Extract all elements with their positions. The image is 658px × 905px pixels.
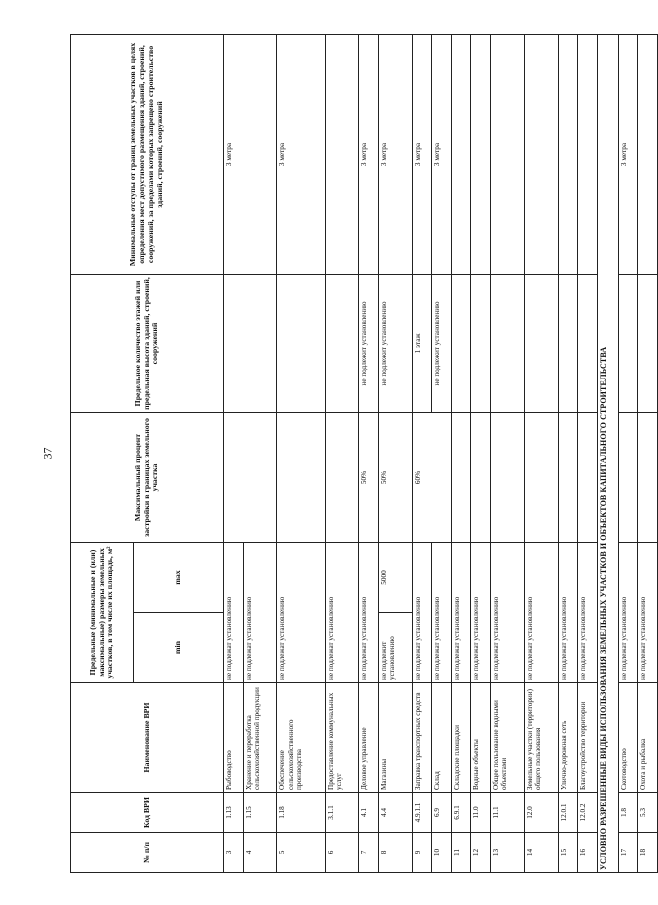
row-size-min: не подлежат установлению: [578, 542, 598, 682]
header-num: № п/п: [71, 833, 224, 873]
row-size-min: не подлежат установлению: [451, 542, 471, 682]
table-row: [451, 34, 471, 872]
header-percent: Максимальный процент застройки в границах земельного участка: [71, 412, 224, 542]
row-num: 18: [638, 833, 658, 873]
row-name: Предоставление коммунальных услуг: [325, 683, 359, 793]
cell-setback: 3 метра: [412, 34, 432, 274]
row-name: Земельные участки (территории) общего пользования: [524, 683, 558, 793]
header-name: Наименование ВРИ: [71, 683, 224, 793]
row-num: 13: [491, 833, 525, 873]
row-name: Охота и рыбалка: [638, 683, 658, 793]
cell-setback-empty: [558, 34, 578, 274]
cell-floors: 1 этаж: [412, 274, 432, 412]
row-code: 4.1: [359, 793, 379, 833]
cell-floors: не подлежит установлению: [359, 274, 379, 412]
row-num: 14: [524, 833, 558, 873]
cell-setback-empty: [325, 34, 359, 274]
zoning-table: [70, 34, 658, 873]
cell-floors-empty: [578, 274, 598, 412]
row-code: 1.18: [277, 793, 325, 833]
row-num: 8: [379, 833, 413, 873]
row-name: Обеспечение сельскохозяйственного производства: [277, 683, 325, 793]
cell-percent-empty: [638, 412, 658, 542]
row-size-min: не подлежат установлению: [359, 542, 379, 682]
row-code: 12.0.1: [558, 793, 578, 833]
table-row: [618, 34, 638, 872]
cell-percent-empty: [491, 412, 525, 542]
row-code: 11.1: [491, 793, 525, 833]
cell-setback: 3 метра: [224, 34, 277, 274]
row-num: 9: [412, 833, 432, 873]
table-row: [638, 34, 658, 872]
cell-percent-empty: [277, 412, 325, 542]
row-name: Рыбоводство: [224, 683, 244, 793]
row-size-min: не подлежат установлению: [558, 542, 578, 682]
row-name: Заправка транспортных средств: [412, 683, 432, 793]
cell-percent-empty: [578, 412, 598, 542]
cell-percent: 50%: [379, 412, 413, 542]
row-num: 16: [578, 833, 598, 873]
section-title: УСЛОВНО РАЗРЕШЕННЫЕ ВИДЫ ИСПОЛЬЗОВАНИЯ ЗЕМЕЛЬНЫХ УЧАСТКОВ И ОБЪЕКТОВ КАПИТАЛЬНОГО СТРОИТЕЛЬСТВА: [597, 34, 618, 872]
cell-floors-empty: [558, 274, 578, 412]
row-size-min: не подлежат установлению: [224, 542, 244, 682]
rotated-table-container: [70, 35, 648, 873]
cell-floors-empty: [471, 274, 491, 412]
header-row-1: [71, 34, 134, 872]
cell-percent: 50%: [359, 412, 379, 542]
table-row: [325, 34, 359, 872]
table-row: [277, 34, 325, 872]
row-num: 15: [558, 833, 578, 873]
table-row: [412, 34, 432, 872]
cell-floors-empty: [524, 274, 558, 412]
cell-floors-empty: [277, 274, 325, 412]
table-row: [471, 34, 491, 872]
header-sizes: Предельные (минимальные и (или) максимальные) размеры земельных участков, в том числе их площадь, м²: [71, 542, 134, 682]
row-num: 5: [277, 833, 325, 873]
row-size-min: не подлежат установлению: [491, 542, 525, 682]
cell-percent-empty: [618, 412, 638, 542]
cell-setback: 3 метра: [359, 34, 379, 274]
cell-floors-empty: [224, 274, 277, 412]
cell-setback-empty: [578, 34, 598, 274]
cell-setback-empty: [471, 34, 491, 274]
cell-percent-empty: [325, 412, 359, 542]
row-name: Благоустройство территории: [578, 683, 598, 793]
cell-percent-empty: [524, 412, 558, 542]
row-name: Магазины: [379, 683, 413, 793]
cell-setback-empty: [638, 34, 658, 274]
cell-setback: 3 метра: [379, 34, 413, 274]
row-size-min: не подлежат установлению: [325, 542, 359, 682]
row-size-min: не подлежат установлению: [618, 542, 638, 682]
cell-setback: 3 метра: [432, 34, 452, 274]
header-setback: Минимальные отступы от границ земельных участков в целях определения мест допустимого размещения зданий, строений, сооружений, за пределами которых запрещено строительство зданий, строений, сооружений: [71, 34, 224, 274]
row-code: 6.9.1: [451, 793, 471, 833]
cell-floors-empty: [451, 274, 471, 412]
row-code: 12.0.2: [578, 793, 598, 833]
cell-setback: 3 метра: [277, 34, 325, 274]
row-size-min: не подлежат установлению: [638, 542, 658, 682]
row-code: 3.1.1: [325, 793, 359, 833]
table-row: [379, 34, 413, 872]
header-min: min: [134, 613, 224, 683]
row-name: Хранение и переработка сельскохозяйственной продукции: [243, 683, 277, 793]
cell-floors-empty: [638, 274, 658, 412]
row-size-min: не подлежит установлению: [379, 613, 413, 683]
table-row: [558, 34, 578, 872]
row-code: 4.4: [379, 793, 413, 833]
row-name: Деловое управление: [359, 683, 379, 793]
page-number: 37: [40, 447, 55, 460]
row-name: Складские площадки: [451, 683, 471, 793]
cell-percent-empty: [451, 412, 471, 542]
row-code: 5.3: [638, 793, 658, 833]
header-max: max: [134, 542, 224, 612]
row-name: Улично-дорожная сеть: [558, 683, 578, 793]
row-size-min: не подлежат установлению: [524, 542, 558, 682]
cell-floors-empty: [325, 274, 359, 412]
row-num: 17: [618, 833, 638, 873]
row-num: 12: [471, 833, 491, 873]
cell-floors: не подлежит установлению: [379, 274, 413, 412]
cell-setback: 3 метра: [618, 34, 638, 274]
row-name: Общее пользование водными объектами: [491, 683, 525, 793]
row-size-min: не подлежат установлению: [432, 542, 452, 682]
row-num: 11: [451, 833, 471, 873]
row-size-min: не подлежат установлению: [277, 542, 325, 682]
row-size-max: 5000: [379, 542, 413, 612]
table-row: [578, 34, 598, 872]
table-row: [224, 34, 244, 872]
row-num: 6: [325, 833, 359, 873]
cell-setback-empty: [491, 34, 525, 274]
cell-floors: не подлежит установлению: [432, 274, 452, 412]
row-code: 4.9.1.1: [412, 793, 432, 833]
row-code: 1.15: [243, 793, 277, 833]
table-row: [359, 34, 379, 872]
row-name: Водные объекты: [471, 683, 491, 793]
cell-percent-empty: [558, 412, 578, 542]
row-code: 6.9: [432, 793, 452, 833]
row-num: 7: [359, 833, 379, 873]
header-code: Код ВРИ: [71, 793, 224, 833]
row-code: 12.0: [524, 793, 558, 833]
section-row: [597, 34, 618, 872]
table-row: [524, 34, 558, 872]
cell-floors-empty: [491, 274, 525, 412]
cell-percent-empty: [224, 412, 277, 542]
row-name: Склад: [432, 683, 452, 793]
cell-percent-empty: [471, 412, 491, 542]
cell-floors-empty: [618, 274, 638, 412]
row-num: 10: [432, 833, 452, 873]
row-size-min: не подлежат установлению: [412, 542, 432, 682]
row-size-min: не подлежат установлению: [243, 542, 277, 682]
row-code: 1.8: [618, 793, 638, 833]
row-num: 4: [243, 833, 277, 873]
cell-setback-empty: [451, 34, 471, 274]
row-num: 3: [224, 833, 244, 873]
row-size-min: не подлежат установлению: [471, 542, 491, 682]
cell-percent: 60%: [412, 412, 451, 542]
row-code: 1.13: [224, 793, 244, 833]
cell-setback-empty: [524, 34, 558, 274]
row-name: Скотоводство: [618, 683, 638, 793]
header-floors: Предельное количество этажей или предельная высота зданий, строений, сооружений: [71, 274, 224, 412]
row-code: 11.0: [471, 793, 491, 833]
table-row: [491, 34, 525, 872]
